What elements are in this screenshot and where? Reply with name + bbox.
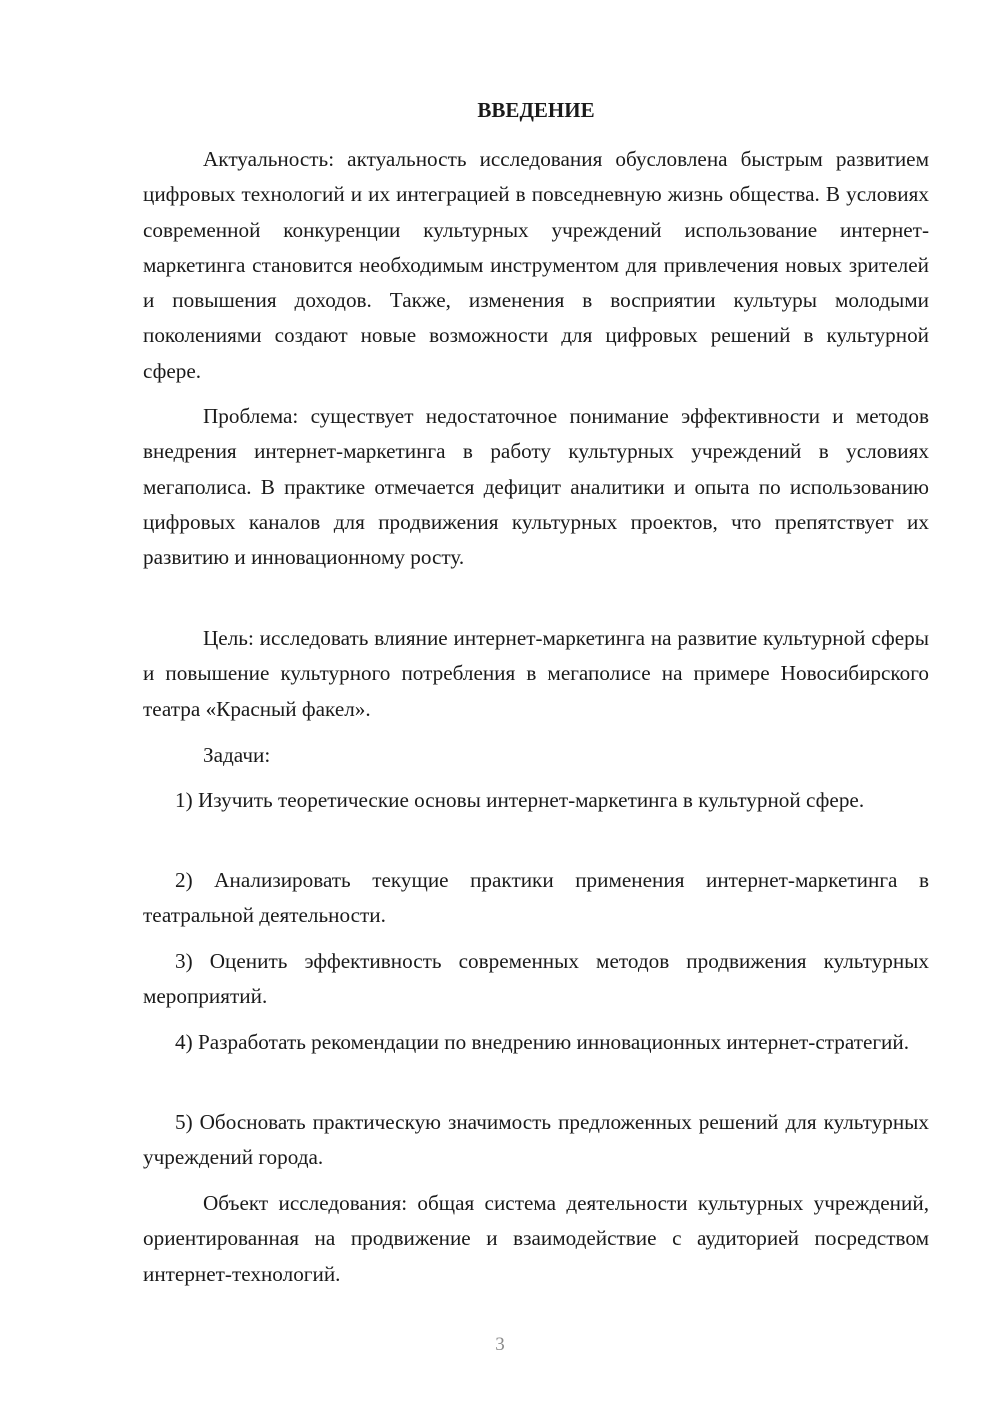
task-item-5: 5) Обосновать практическую значимость предложенных решений для культурных учреждений города. bbox=[143, 1110, 929, 1170]
goal-paragraph: Цель: исследовать влияние интернет-маркетинга на развитие культурной сферы и повышение культурного потребления в мегаполисе на примере Новосибирского театра «Красный факел». bbox=[143, 626, 929, 721]
page-number: 3 bbox=[495, 1334, 505, 1355]
object-paragraph: Объект исследования: общая система деятельности культурных учреждений, ориентированная на продвижение и взаимодействие с аудиторией посредством интернет-технологий. bbox=[143, 1191, 929, 1286]
page-title: ВВЕДЕНИЕ bbox=[477, 98, 595, 122]
tasks-heading: Задачи: bbox=[203, 743, 271, 767]
task-item-1: 1) Изучить теоретические основы интернет-маркетинга в культурной сфере. bbox=[175, 788, 865, 812]
task-item-2: 2) Анализировать текущие практики применения интернет-маркетинга в театральной деятельности. bbox=[143, 868, 929, 928]
task-item-4: 4) Разработать рекомендации по внедрению инновационных интернет-стратегий. bbox=[175, 1030, 910, 1054]
task-item-3: 3) Оценить эффективность современных методов продвижения культурных мероприятий. bbox=[143, 949, 929, 1009]
relevance-paragraph: Актуальность: актуальность исследования обусловлена быстрым развитием цифровых технологий и их интеграцией в повседневную жизнь общества. В условиях современной конкуренции культурных учреждений использование интернет-маркетинга становится необходимым инструментом для привлечения новых зрителей и повышения доходов. Также, изменения в восприятии культуры молодыми поколениями создают новые возможности для цифровых решений в культурной сфере. bbox=[143, 147, 929, 383]
problem-paragraph: Проблема: существует недостаточное понимание эффективности и методов внедрения интернет-маркетинга в работу культурных учреждений в условиях мегаполиса. В практике отмечается дефицит аналитики и опыта по использованию цифровых каналов для продвижения культурных проектов, что препятствует их развитию и инновационному росту. bbox=[143, 404, 929, 570]
